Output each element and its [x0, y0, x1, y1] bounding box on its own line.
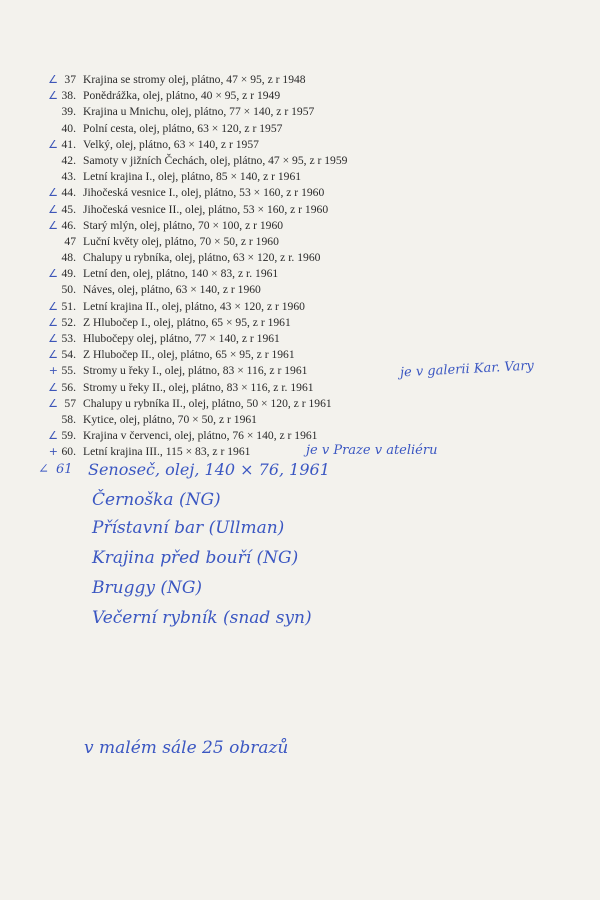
- handwritten-mark: ∠: [38, 462, 49, 477]
- checkmark-icon: ∠: [48, 186, 58, 200]
- checkmark-icon: ∠: [48, 429, 58, 443]
- entry-number: 58.: [61, 412, 76, 426]
- entry-number: 40.: [61, 121, 76, 135]
- list-item: [0, 104, 600, 120]
- entry-text: Z Hlubočep I., olej, plátno, 65 × 95, z r 1961: [83, 315, 291, 329]
- list-item: [0, 202, 600, 218]
- entry-text: Krajina v červenci, olej, plátno, 76 × 140, z r 1961: [83, 429, 318, 443]
- entry-number: 39.: [61, 105, 76, 119]
- checkmark-icon: ∠: [48, 267, 58, 281]
- entry-number: 38.: [61, 89, 76, 103]
- handwritten-note: je v galerii Kar. Vary: [399, 358, 535, 381]
- list-item: [0, 250, 600, 266]
- entry-number: 51.: [61, 299, 76, 313]
- list-item: [0, 315, 600, 331]
- handwritten-line: Přístavní bar (Ullman): [92, 518, 285, 538]
- handwritten-line: Černoška (NG): [92, 490, 221, 510]
- entry-number: 59.: [61, 429, 76, 443]
- handwritten-footer: v malém sále 25 obrazů: [84, 738, 289, 758]
- checkmark-icon: ∠: [48, 299, 58, 313]
- checkmark-icon: ∠: [48, 380, 58, 394]
- list-item: [0, 169, 600, 185]
- list-item: [0, 380, 600, 396]
- entry-number: 46.: [61, 218, 76, 232]
- entry-number: 49.: [61, 267, 76, 281]
- entry-number: 43.: [61, 170, 76, 184]
- entry-number: 55.: [61, 364, 76, 378]
- list-item: [0, 282, 600, 298]
- entry-number: 50.: [61, 283, 76, 297]
- list-item: [0, 358, 600, 381]
- list-item: [0, 153, 600, 169]
- entry-number: 41.: [61, 137, 76, 151]
- entry-text: Chalupy u rybníka II., olej, plátno, 50 × 120, z r 1961: [83, 396, 332, 410]
- handwritten-line: Bruggy (NG): [92, 578, 203, 598]
- checkmark-icon: ∠: [48, 73, 58, 86]
- list-item: [0, 72, 600, 88]
- handwritten-note: je v Praze v ateliéru: [306, 443, 438, 459]
- entry-text: Letní den, olej, plátno, 140 × 83, z r. 1961: [83, 267, 279, 281]
- entry-number: 47: [64, 234, 76, 248]
- list-item: [0, 331, 600, 347]
- list-item: [0, 137, 600, 153]
- list-item: [0, 266, 600, 282]
- entry-text: Luční květy olej, plátno, 70 × 50, z r 1960: [83, 234, 279, 248]
- entry-number: 53.: [61, 332, 76, 345]
- plus-icon: +: [48, 364, 58, 378]
- checkmark-icon: ∠: [48, 315, 58, 329]
- entry-text: Velký, olej, plátno, 63 × 140, z r 1957: [83, 137, 259, 151]
- handwritten-line: Krajina před bouří (NG): [92, 548, 299, 568]
- entry-number: 54.: [61, 348, 76, 362]
- entry-number: 48.: [61, 251, 76, 265]
- entry-text: Chalupy u rybníka, olej, plátno, 63 × 120, z r. 1960: [83, 251, 321, 265]
- checkmark-icon: ∠: [48, 332, 58, 345]
- entry-text: Letní krajina III., 115 × 83, z r 1961: [83, 445, 251, 459]
- entry-text: Z Hlubočep II., olej, plátno, 65 × 95, z r 1961: [83, 348, 295, 362]
- list-item: [0, 396, 600, 412]
- checkmark-icon: ∠: [48, 218, 58, 232]
- handwritten-line: Večerní rybník (snad syn): [92, 608, 312, 628]
- list-item: [0, 428, 600, 444]
- entry-number: 45.: [61, 202, 76, 216]
- checkmark-icon: ∠: [48, 396, 58, 410]
- entry-text: Samoty v jižních Čechách, olej, plátno, 47 × 95, z r 1959: [83, 153, 348, 167]
- entry-text: Polní cesta, olej, plátno, 63 × 120, z r 1957: [83, 121, 283, 135]
- list-item: [0, 234, 600, 250]
- entry-text: Jihočeská vesnice II., olej, plátno, 53 × 160, z r 1960: [83, 202, 329, 216]
- plus-icon: +: [48, 445, 58, 459]
- checkmark-icon: ∠: [48, 137, 58, 151]
- entry-number: 37: [64, 73, 76, 86]
- entry-text: Krajina u Mnichu, olej, plátno, 77 × 140, z r 1957: [83, 105, 315, 119]
- list-item: [0, 185, 600, 201]
- entry-number: 57: [64, 396, 76, 410]
- entry-number: 42.: [61, 153, 76, 167]
- checkmark-icon: ∠: [48, 89, 58, 103]
- entry-text: Stromy u řeky I., olej, plátno, 83 × 116, z r 1961: [83, 364, 308, 378]
- list-item: [0, 218, 600, 234]
- list-item: [0, 121, 600, 137]
- entry-text: Stromy u řeky II., olej, plátno, 83 × 116, z r. 1961: [83, 380, 314, 394]
- list-item: [0, 444, 600, 460]
- entry-text: Hlubočepy olej, plátno, 77 × 140, z r 1961: [83, 332, 280, 345]
- entry-number: 52.: [61, 315, 76, 329]
- entry-text: Letní krajina II., olej, plátno, 43 × 120, z r 1960: [83, 299, 305, 313]
- list-item: [0, 299, 600, 315]
- entry-text: Jihočeská vesnice I., olej, plátno, 53 × 160, z r 1960: [83, 186, 325, 200]
- entry-text: Starý mlýn, olej, plátno, 70 × 100, z r 1960: [83, 218, 284, 232]
- handwritten-number: 61: [56, 462, 73, 477]
- entry-number: 56.: [61, 380, 76, 394]
- painting-list: [0, 72, 600, 461]
- checkmark-icon: ∠: [48, 348, 58, 362]
- entry-text: Letní krajina I., olej, plátno, 85 × 140, z r 1961: [83, 170, 302, 184]
- handwritten-entry: Senoseč, olej, 140 × 76, 1961: [88, 460, 330, 479]
- list-item: [0, 412, 600, 428]
- checkmark-icon: ∠: [48, 202, 58, 216]
- entry-text: Ponědrážka, olej, plátno, 40 × 95, z r 1949: [83, 89, 281, 103]
- entry-text: Náves, olej, plátno, 63 × 140, z r 1960: [83, 283, 261, 297]
- entry-number: 44.: [61, 186, 76, 200]
- entry-number: 60.: [61, 445, 76, 459]
- entry-text: Krajina se stromy olej, plátno, 47 × 95, z r 1948: [83, 73, 306, 86]
- list-item: [0, 88, 600, 104]
- entry-text: Kytice, olej, plátno, 70 × 50, z r 1961: [83, 412, 257, 426]
